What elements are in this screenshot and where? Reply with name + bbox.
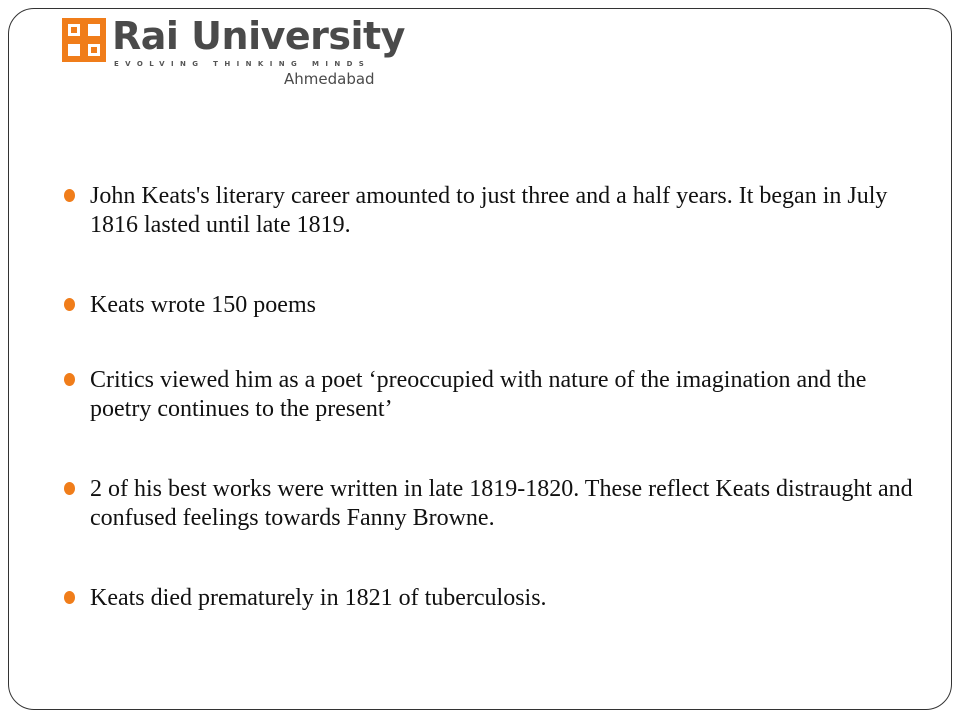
bullet-item [90,366,920,424]
bullet-item [90,475,920,533]
bullet-dot-icon [64,591,75,604]
logo-name: Rai University [112,14,405,58]
bullet-text: John Keats's literary career amounted to just three and a half years. It began in July 1816 lasted until late 1819. [90,183,888,238]
logo-campus: Ahmedabad [284,70,375,88]
logo-tagline: EVOLVING THINKING MINDS [114,60,371,68]
bullet-dot-icon [64,189,75,202]
grid-shield-icon [62,18,106,62]
bullet-item [90,182,920,240]
bullet-dot-icon [64,373,75,386]
bullet-text: Keats died prematurely in 1821 of tuberculosis. [90,585,547,611]
university-logo [62,14,405,88]
bullet-item [90,291,920,320]
bullet-item [90,584,920,613]
bullet-dot-icon [64,482,75,495]
bullet-text: Keats wrote 150 poems [90,292,316,318]
bullet-text: Critics viewed him as a poet ‘preoccupied with nature of the imagination and the poetry continues to the present’ [90,367,867,422]
bullet-dot-icon [64,298,75,311]
bullet-text: 2 of his best works were written in late 1819-1820. These reflect Keats distraught and confused feelings towards Fanny Browne. [90,476,913,531]
